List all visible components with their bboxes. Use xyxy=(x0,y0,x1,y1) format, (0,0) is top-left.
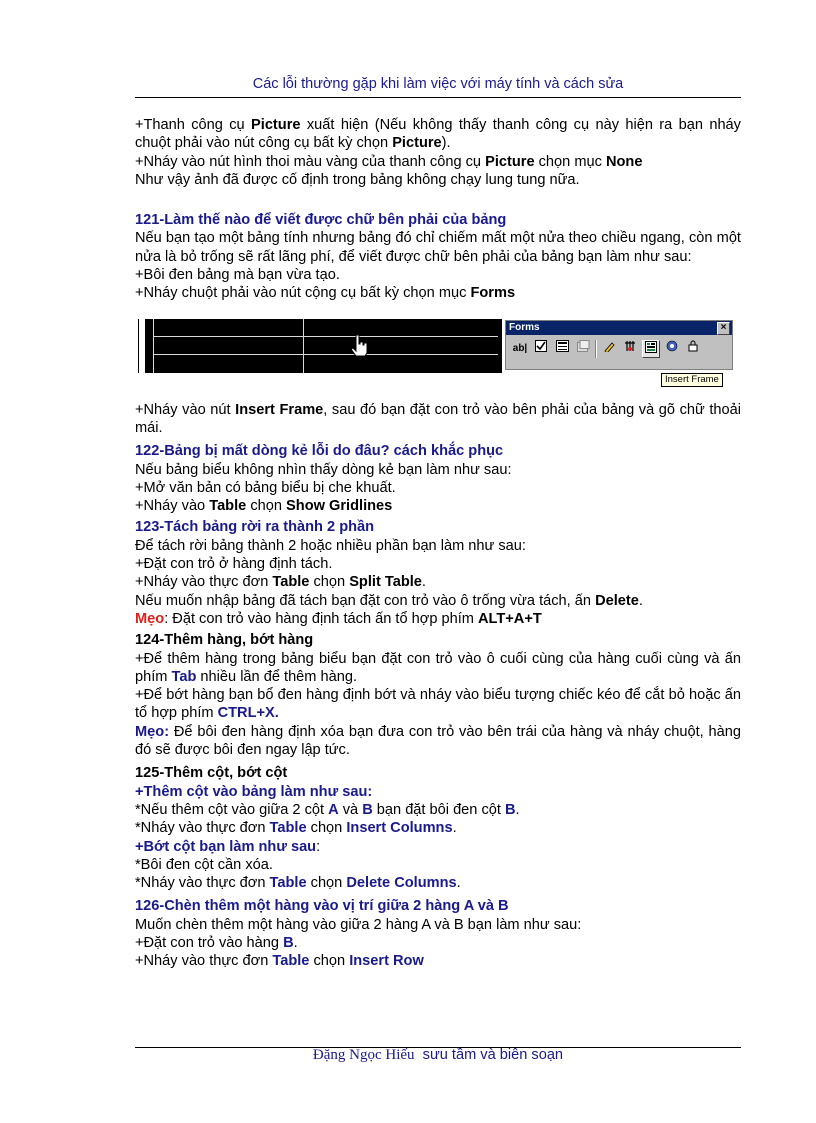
section-125-p2: *Nháy vào thực đơn Table chọn Insert Columns. xyxy=(135,820,457,837)
section-123-title: 123-Tách bảng rời ra thành 2 phần xyxy=(135,519,375,536)
text-field-icon[interactable]: ab| xyxy=(512,342,528,354)
section-121-p4: +Nháy vào nút Insert Frame, sau đó bạn đặt con trỏ vào bên phải của bảng và gõ chữ thoải mái. xyxy=(135,401,741,436)
section-125-p1: *Nếu thêm cột vào giữa 2 cột A và B bạn đặt bôi đen cột B. xyxy=(135,801,520,818)
section-122-p3: +Nháy vào Table chọn Show Gridlines xyxy=(135,498,393,515)
section-124-title: 124-Thêm hàng, bớt hàng xyxy=(135,632,314,649)
page-header: Các lỗi thường gặp khi làm việc với máy tính và cách sửa xyxy=(252,76,624,92)
section-121-p2: +Bôi đen bảng mà bạn vừa tạo. xyxy=(135,267,340,284)
intro-line-3: Như vậy ảnh đã được cố định trong bảng không chạy lung tung nữa. xyxy=(135,171,580,188)
section-125-title: 125-Thêm cột, bớt cột xyxy=(135,765,288,782)
section-124-p1: +Để thêm hàng trong bảng biểu bạn đặt con trỏ vào ô cuối cùng của hàng cuối cùng và ấn phím Tab nhiều lần để thêm hàng. xyxy=(135,650,741,685)
forms-toolbar-screenshot xyxy=(135,313,741,391)
section-125-sub2: +Bớt cột bạn làm như sau: xyxy=(135,838,321,855)
intro-line-1: +Thanh công cụ Picture xuất hiện (Nếu không thấy thanh công cụ này hiện ra bạn nháy chuột phải vào nút công cụ bất kỳ chọn Picture). xyxy=(135,117,741,152)
section-126-p3: +Nháy vào thực đơn Table chọn Insert Row xyxy=(135,953,424,970)
section-123-p5: Mẹo: Đặt con trỏ vào hàng định tách ấn tổ hợp phím ALT+A+T xyxy=(135,610,542,627)
section-122-title: 122-Bảng bị mất dòng kẻ lỗi do đâu? cách khắc phục xyxy=(135,443,504,460)
section-124-p2: +Để bớt hàng bạn bổ đen hàng định bớt và nháy vào biểu tượng chiếc kéo để cắt bỏ hoặc ấn tổ hợp phím CTRL+X. xyxy=(135,687,741,722)
form-field-shading-icon[interactable] xyxy=(663,340,681,358)
header-rule xyxy=(135,97,741,98)
section-126-p1: Muốn chèn thêm một hàng vào giữa 2 hàng A và B bạn làm như sau: xyxy=(135,916,582,933)
section-126-p2: +Đặt con trỏ vào hàng B. xyxy=(135,934,298,951)
section-122-p1: Nếu bảng biểu không nhìn thấy dòng kẻ bạn làm như sau: xyxy=(135,461,512,478)
page-footer xyxy=(135,1047,741,1064)
section-122-p2: +Mở văn bản có bảng biểu bị che khuất. xyxy=(135,479,396,496)
section-123-p1: Để tách rời bảng thành 2 hoặc nhiều phần bạn làm như sau: xyxy=(135,537,526,554)
section-121-title: 121-Làm thế nào để viết được chữ bên phải của bảng xyxy=(135,212,507,229)
protect-form-icon[interactable] xyxy=(684,340,702,358)
form-field-options-icon[interactable] xyxy=(574,340,592,358)
section-125-p3: *Bôi đen cột cần xóa. xyxy=(135,856,273,873)
insert-frame-tooltip: Insert Frame xyxy=(661,373,723,387)
section-121-p1: Nếu bạn tạo một bảng tính nhưng bảng đó chỉ chiếm mất một nửa theo chiều ngang, còn một nửa là bỏ trống sẽ rất lãng phí, để viết được chữ bên phải của bảng bạn làm như sau: xyxy=(135,230,741,265)
forms-toolbar-buttons xyxy=(506,335,732,358)
section-124-p3: Mẹo: Để bôi đen hàng định xóa bạn đưa con trỏ vào bên trái của hàng và nháy chuột, hàng đó sẽ được bôi đen ngay lập tức. xyxy=(135,723,741,759)
section-123-p2: +Đặt con trỏ ở hàng định tách. xyxy=(135,556,333,573)
draw-table-icon[interactable] xyxy=(600,340,618,358)
section-125-p4: *Nháy vào thực đơn Table chọn Delete Columns. xyxy=(135,875,461,892)
forms-window-title: Forms × xyxy=(506,321,732,335)
black-table-image xyxy=(139,319,502,373)
checkbox-icon[interactable] xyxy=(532,340,550,358)
section-125-sub1: +Thêm cột vào bảng làm như sau: xyxy=(135,783,373,800)
close-icon[interactable]: × xyxy=(717,322,730,335)
section-121-p3: +Nháy chuột phải vào nút cộng cụ bất kỳ chọn mục Forms xyxy=(135,285,516,302)
section-123-p3: +Nháy vào thực đơn Table chọn Split Table. xyxy=(135,574,426,591)
footer-note: sưu tầm và biên soạn xyxy=(414,1047,564,1063)
insert-frame-icon[interactable] xyxy=(642,340,660,358)
intro-line-2: +Nháy vào nút hình thoi màu vàng của thanh công cụ Picture chọn mục None xyxy=(135,153,643,170)
section-126-title: 126-Chèn thêm một hàng vào vị trí giữa 2 hàng A và B xyxy=(135,898,509,915)
footer-author: Đặng Ngọc Hiếu xyxy=(312,1047,415,1063)
forms-toolbar-window xyxy=(505,320,733,370)
section-123-p4: Nếu muốn nhập bảng đã tách bạn đặt con trỏ vào ô trống vừa tách, ấn Delete. xyxy=(135,592,643,609)
hand-cursor-icon xyxy=(350,333,370,357)
document-body xyxy=(135,116,741,971)
insert-table-icon[interactable] xyxy=(621,340,639,358)
dropdown-field-icon[interactable] xyxy=(553,340,571,358)
